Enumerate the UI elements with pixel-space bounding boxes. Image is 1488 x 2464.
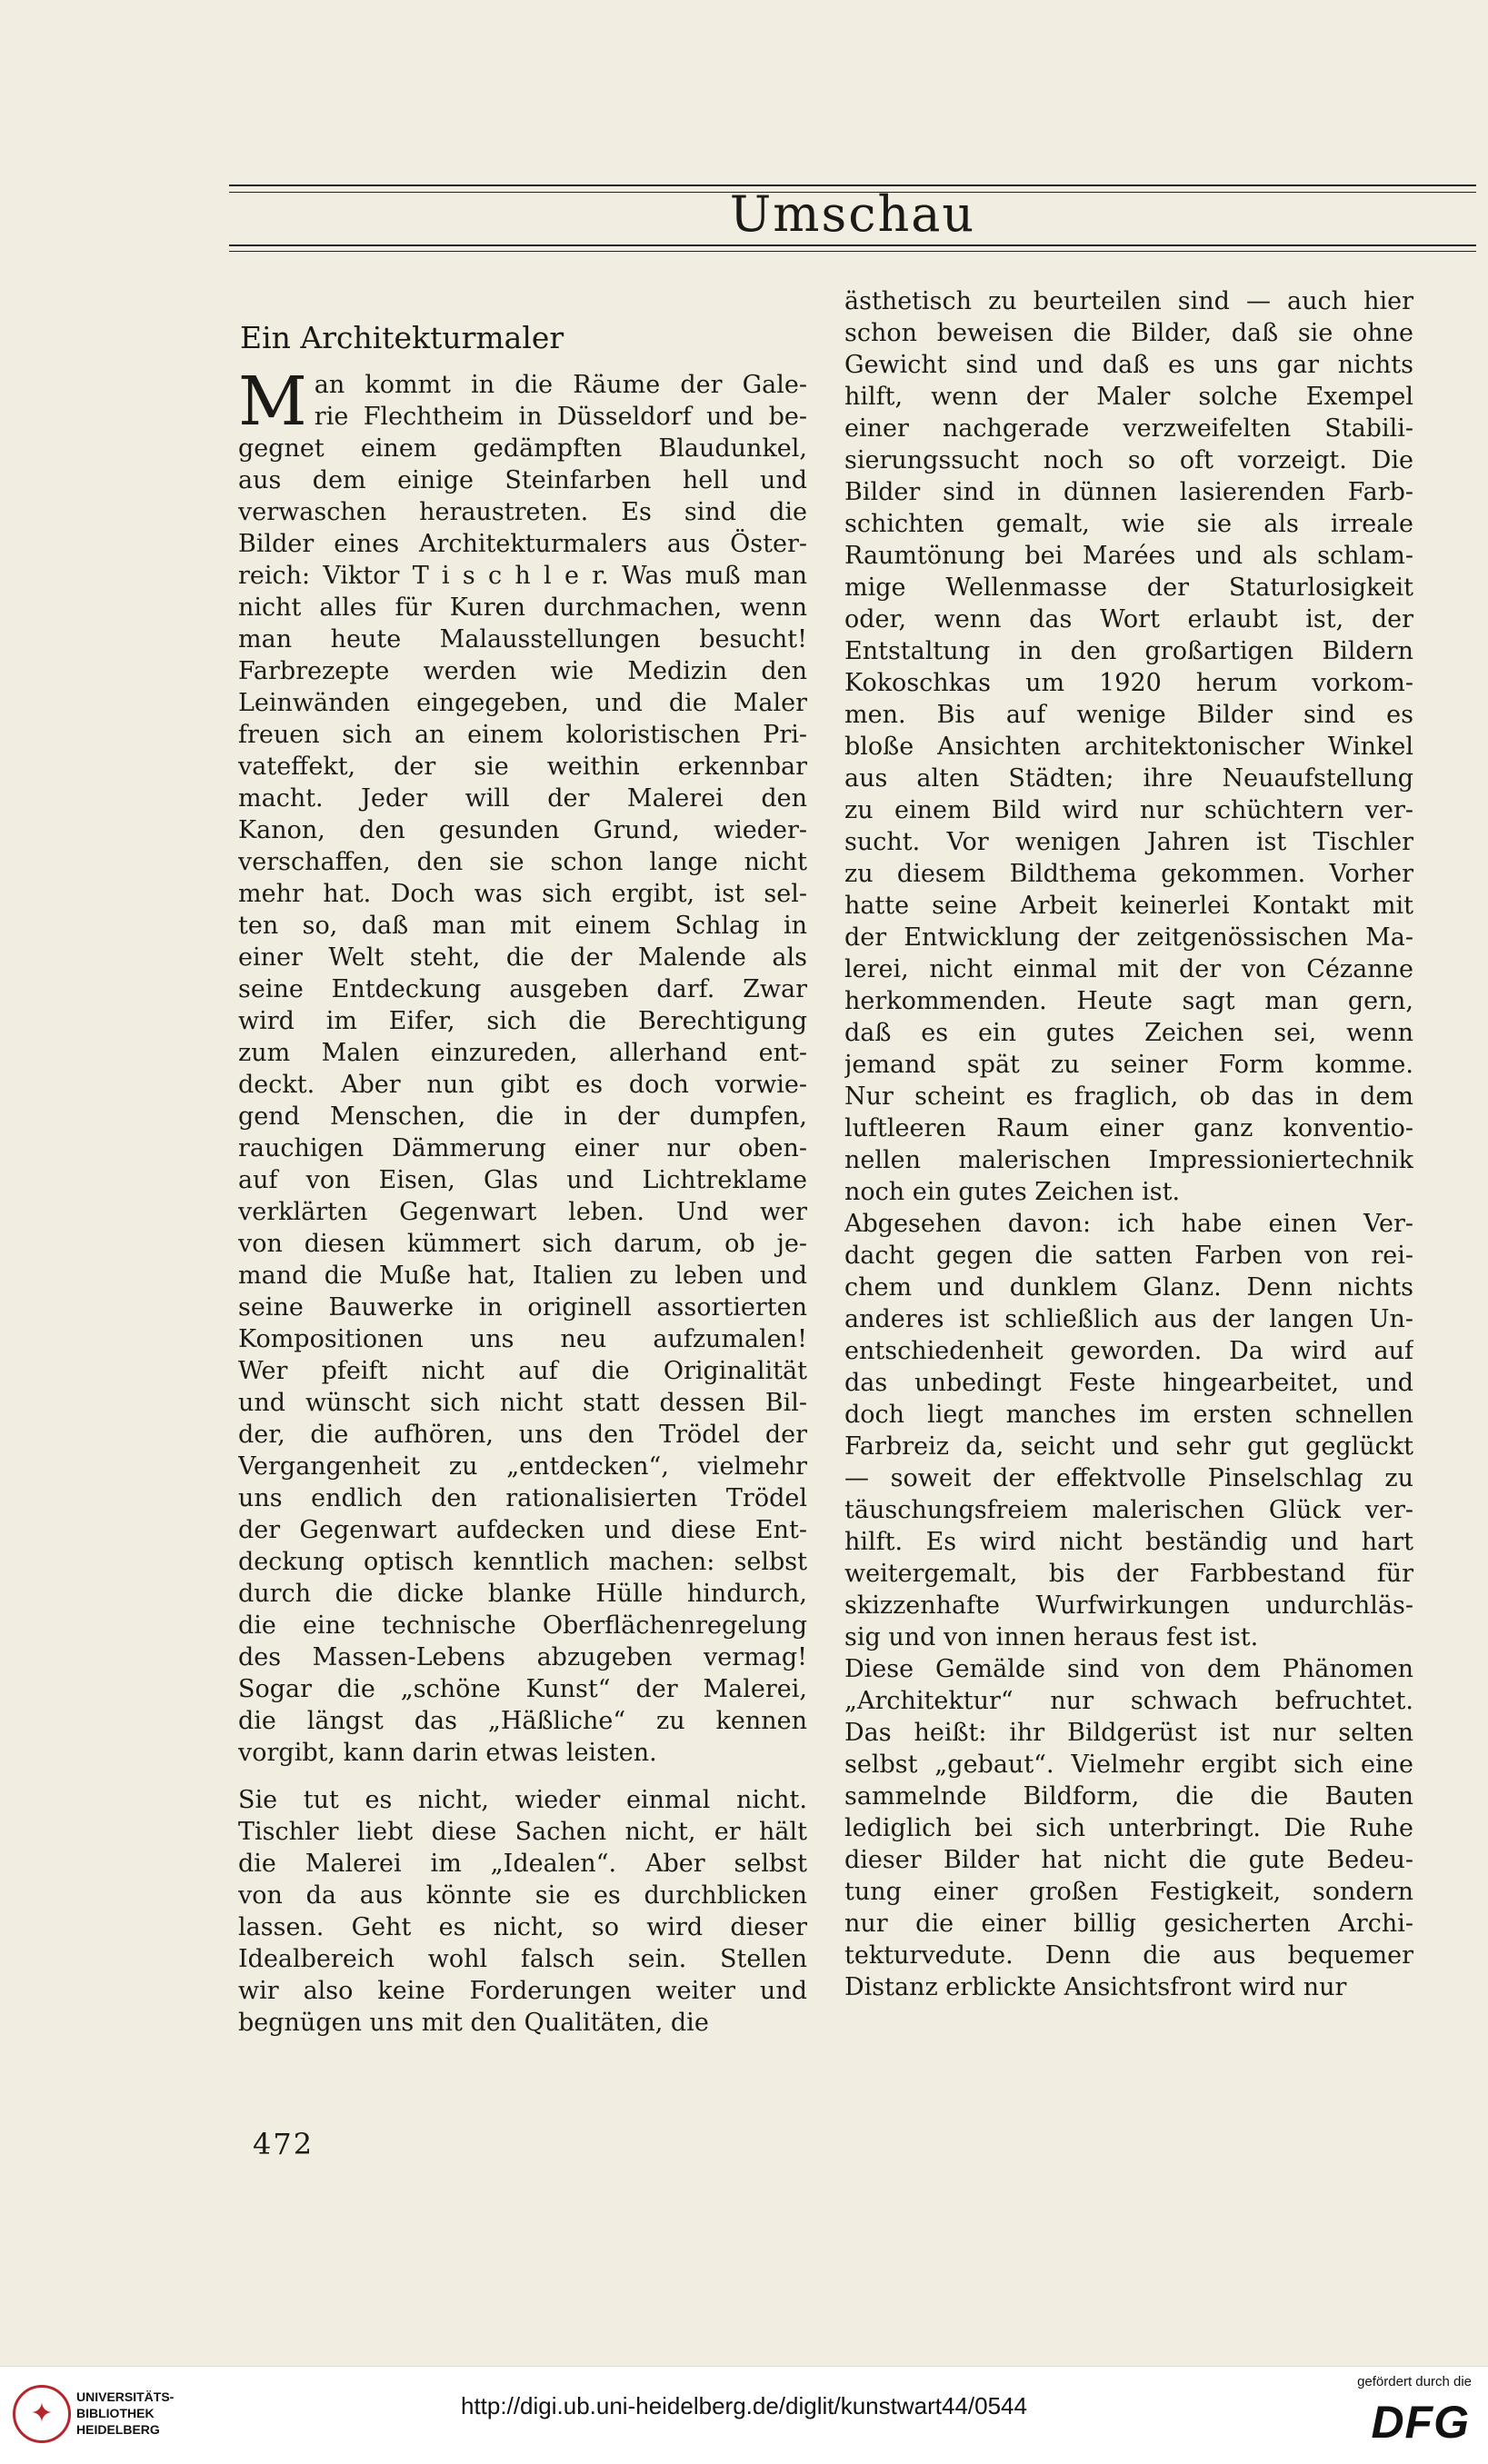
text-line: gend Menschen, die in der dumpfen, bbox=[238, 1102, 807, 1131]
text-line: Raumtönung bei Marées und als schlam- bbox=[844, 542, 1413, 570]
text-line: dieser Bilder hat nicht die gute Bedeu- bbox=[844, 1846, 1413, 1874]
text-line: Leinwänden eingegeben, und die Maler bbox=[238, 689, 807, 717]
text-line: begnügen uns mit den Qualitäten, die bbox=[238, 2009, 709, 2037]
text-line: verklärten Gegenwart leben. Und wer bbox=[238, 1198, 807, 1226]
text-line: anderes ist schließlich aus der langen Un- bbox=[844, 1305, 1413, 1333]
text-line: verwaschen heraustreten. Es sind die bbox=[238, 498, 807, 526]
dropcap: M bbox=[238, 363, 307, 441]
text-line: Tischler liebt diese Sachen nicht, er hält bbox=[238, 1818, 807, 1846]
text-line: zu diesem Bildthema gekommen. Vorher bbox=[844, 860, 1413, 888]
text-line: schichten gemalt, wie sie als irreale bbox=[844, 510, 1413, 538]
text-line: macht. Jeder will der Malerei den bbox=[238, 784, 807, 813]
text-line: lerei, nicht einmal mit der von Cézanne bbox=[844, 955, 1413, 983]
paragraph-group bbox=[844, 285, 1413, 2003]
text-line: jemand spät zu seiner Form komme. bbox=[844, 1051, 1413, 1079]
text-line: entschiedenheit geworden. Da wird auf bbox=[844, 1337, 1413, 1365]
text-line: vorgibt, kann darin etwas leisten. bbox=[238, 1739, 657, 1767]
text-line: Kokoschkas um 1920 herum vorkom- bbox=[844, 669, 1413, 697]
text-line: ten so, daß man mit einem Schlag in bbox=[238, 912, 807, 940]
text-line: von diesen kümmert sich darum, ob je- bbox=[238, 1230, 807, 1258]
title-rule bbox=[229, 244, 1476, 246]
text-line: und wünscht sich nicht statt dessen Bil- bbox=[238, 1389, 807, 1417]
text-line: Bilder sind in dünnen lasierenden Farb- bbox=[844, 478, 1413, 506]
paragraph-gap bbox=[238, 1769, 807, 1784]
source-url-link[interactable]: http://digi.ub.uni-heidelberg.de/diglit/kunstwart44/0544 bbox=[461, 2392, 1027, 2419]
text-line: an kommt in die Räume der Gale- bbox=[314, 371, 807, 399]
title-rule-thin bbox=[229, 251, 1476, 252]
paragraph bbox=[238, 1784, 807, 2039]
text-line: einer nachgerade verzweifelten Stabili- bbox=[844, 414, 1413, 443]
text-line: chem und dunklem Glanz. Denn nichts bbox=[844, 1273, 1413, 1302]
text-line: rie Flechtheim in Düsseldorf und be- bbox=[314, 403, 807, 431]
text-line: men. Bis auf wenige Bilder sind es bbox=[844, 701, 1413, 729]
dfg-logo: DFG bbox=[1371, 2397, 1470, 2448]
text-line: schon beweisen die Bilder, daß sie ohne bbox=[844, 319, 1413, 347]
text-line: zum Malen einzureden, allerhand ent- bbox=[238, 1039, 807, 1067]
text-line: Farbrezepte werden wie Medizin den bbox=[238, 657, 807, 685]
text-line: einer Welt steht, die der Malende als bbox=[238, 943, 807, 972]
text-line: des Massen-Lebens abzugeben vermag! bbox=[238, 1643, 807, 1671]
text-line: mige Wellenmasse der Staturlosigkeit bbox=[844, 574, 1413, 602]
text-line: man heute Malausstellungen besucht! bbox=[238, 625, 807, 653]
text-line: sierungssucht noch so oft vorzeigt. Die bbox=[844, 446, 1413, 474]
text-line: Farbreiz da, seicht und sehr gut geglückt bbox=[844, 1432, 1413, 1461]
text-line: skizzenhafte Wurfwirkungen undurchläs- bbox=[844, 1591, 1413, 1620]
text-line: nellen malerischen Impressioniertechnik bbox=[844, 1146, 1413, 1174]
text-line: dacht gegen die satten Farben von rei- bbox=[844, 1242, 1413, 1270]
article-heading: Ein Architekturmaler bbox=[240, 320, 564, 355]
text-line: deckung optisch kenntlich machen: selbst bbox=[238, 1548, 807, 1576]
text-line: freuen sich an einem koloristischen Pri- bbox=[238, 721, 807, 749]
paragraph bbox=[238, 363, 807, 1769]
text-line: mehr hat. Doch was sich ergibt, ist sel- bbox=[238, 880, 807, 908]
text-line: aus dem einige Steinfarben hell und bbox=[238, 466, 807, 494]
text-line: lassen. Geht es nicht, so wird dieser bbox=[238, 1913, 807, 1941]
text-line: nicht alles für Kuren durchmachen, wenn bbox=[238, 594, 807, 622]
text-line: sig und von innen heraus fest ist. bbox=[844, 1623, 1259, 1651]
text-line: vateffekt, der sie weithin erkennbar bbox=[238, 753, 807, 781]
seal-icon: ✦ bbox=[13, 2385, 71, 2443]
text-line: oder, wenn das Wort erlaubt ist, der bbox=[844, 605, 1413, 633]
text-line: verschaffen, den sie schon lange nicht bbox=[238, 848, 807, 876]
text-line: Nur scheint es fraglich, ob das in dem bbox=[844, 1082, 1413, 1111]
funding-text: gefördert durch die bbox=[1357, 2374, 1472, 2389]
text-line: uns endlich den rationalisierten Trödel bbox=[238, 1484, 807, 1512]
text-line: Abgesehen davon: ich habe einen Ver- bbox=[844, 1210, 1413, 1238]
text-line: hilft. Es wird nicht beständig und hart bbox=[844, 1528, 1413, 1556]
text-line: von da aus könnte sie es durchblicken bbox=[238, 1881, 807, 1910]
text-line: ästhetisch zu beurteilen sind — auch hier bbox=[844, 287, 1413, 315]
text-line: Idealbereich wohl falsch sein. Stellen bbox=[238, 1945, 807, 1973]
page-number: 472 bbox=[253, 2127, 315, 2161]
text-line: wir also keine Forderungen weiter und bbox=[238, 1977, 807, 2005]
text-line: Kompositionen uns neu aufzumalen! bbox=[238, 1325, 807, 1353]
left-column bbox=[238, 285, 807, 2121]
text-line: seine Entdeckung ausgeben darf. Zwar bbox=[238, 975, 807, 1003]
text-line: Diese Gemälde sind von dem Phänomen bbox=[844, 1655, 1413, 1683]
text-line: das unbedingt Feste hingearbeitet, und bbox=[844, 1369, 1413, 1397]
text-line: täuschungsfreiem malerischen Glück ver- bbox=[844, 1496, 1413, 1524]
text-line: tung einer großen Festigkeit, sondern bbox=[844, 1878, 1413, 1906]
text-line: hatte seine Arbeit keinerlei Kontakt mit bbox=[844, 892, 1413, 920]
text-line: Vergangenheit zu „entdecken“, vielmehr bbox=[238, 1452, 807, 1481]
text-line: daß es ein gutes Zeichen sei, wenn bbox=[844, 1019, 1413, 1047]
text-line: lediglich bei sich unterbringt. Die Ruhe bbox=[844, 1814, 1413, 1842]
text-line: wird im Eifer, sich die Berechtigung bbox=[238, 1007, 807, 1035]
text-line: reich: Viktor T i s c h l e r. Was muß man bbox=[238, 562, 807, 590]
text-line: weitergemalt, bis der Farbbestand für bbox=[844, 1560, 1413, 1588]
text-line: auf von Eisen, Glas und Lichtreklame bbox=[238, 1166, 807, 1194]
text-line: selbst „gebaut“. Vielmehr ergibt sich eine bbox=[844, 1751, 1413, 1779]
text-line: zu einem Bild wird nur schüchtern ver- bbox=[844, 796, 1413, 824]
footer-bar bbox=[0, 2366, 1488, 2464]
text-line: Wer pfeift nicht auf die Originalität bbox=[238, 1357, 807, 1385]
text-line: die eine technische Oberflächenregelung bbox=[238, 1611, 807, 1640]
text-line: bloße Ansichten architektonischer Winkel bbox=[844, 733, 1413, 761]
text-line: Sogar die „schöne Kunst“ der Malerei, bbox=[238, 1675, 807, 1703]
text-line: die längst das „Häßliche“ zu kennen bbox=[238, 1707, 807, 1735]
text-line: Bilder eines Architekturmalers aus Öster- bbox=[238, 530, 807, 558]
text-line: deckt. Aber nun gibt es doch vorwie- bbox=[238, 1071, 807, 1099]
text-line: durch die dicke blanke Hülle hindurch, bbox=[238, 1580, 807, 1608]
text-line: Kanon, den gesunden Grund, wieder- bbox=[238, 816, 807, 844]
text-line: der Gegenwart aufdecken und diese Ent- bbox=[238, 1516, 807, 1544]
institution-name: UNIVERSITÄTS- BIBLIOTHEK HEIDELBERG bbox=[76, 2389, 175, 2437]
text-line: hilft, wenn der Maler solche Exempel bbox=[844, 383, 1413, 411]
text-line: „Architektur“ nur schwach befruchtet. bbox=[844, 1687, 1413, 1715]
text-line: sucht. Vor wenigen Jahren ist Tischler bbox=[844, 828, 1413, 856]
right-column bbox=[844, 285, 1413, 2121]
text-line: der, die aufhören, uns den Trödel der bbox=[238, 1421, 807, 1449]
text-line: luftleeren Raum einer ganz konventio- bbox=[844, 1114, 1413, 1142]
text-line: — soweit der effektvolle Pinselschlag zu bbox=[844, 1464, 1413, 1492]
text-line: Gewicht sind und daß es uns gar nichts bbox=[844, 351, 1413, 379]
text-line: doch liegt manches im ersten schnellen bbox=[844, 1401, 1413, 1429]
text-line: nur die einer billig gesicherten Archi- bbox=[844, 1910, 1413, 1938]
text-line: Das heißt: ihr Bildgerüst ist nur selten bbox=[844, 1719, 1413, 1747]
text-line: mand die Muße hat, Italien zu leben und bbox=[238, 1262, 807, 1290]
text-line: seine Bauwerke in originell assortierten bbox=[238, 1293, 807, 1322]
text-line: rauchigen Dämmerung einer nur oben- bbox=[238, 1134, 807, 1162]
text-line: sammelnde Bildform, die die Bauten bbox=[844, 1782, 1413, 1811]
text-line: Distanz erblickte Ansichtsfront wird nur bbox=[844, 1973, 1347, 2001]
text-line: der Entwicklung der zeitgenössischen Ma- bbox=[844, 923, 1413, 952]
text-line: die Malerei im „Idealen“. Aber selbst bbox=[238, 1850, 807, 1878]
text-line: Entstaltung in den großartigen Bildern bbox=[844, 637, 1413, 665]
text-line: Sie tut es nicht, wieder einmal nicht. bbox=[238, 1786, 807, 1814]
text-line: herkommenden. Heute sagt man gern, bbox=[844, 987, 1413, 1015]
text-line: aus alten Städten; ihre Neuaufstellung bbox=[844, 764, 1413, 793]
section-title: Umschau bbox=[729, 185, 976, 243]
text-line: tekturvedute. Denn die aus bequemer bbox=[844, 1941, 1413, 1970]
text-line: gegnet einem gedämpften Blaudunkel, bbox=[238, 434, 807, 463]
text-line: noch ein gutes Zeichen ist. bbox=[844, 1178, 1181, 1206]
